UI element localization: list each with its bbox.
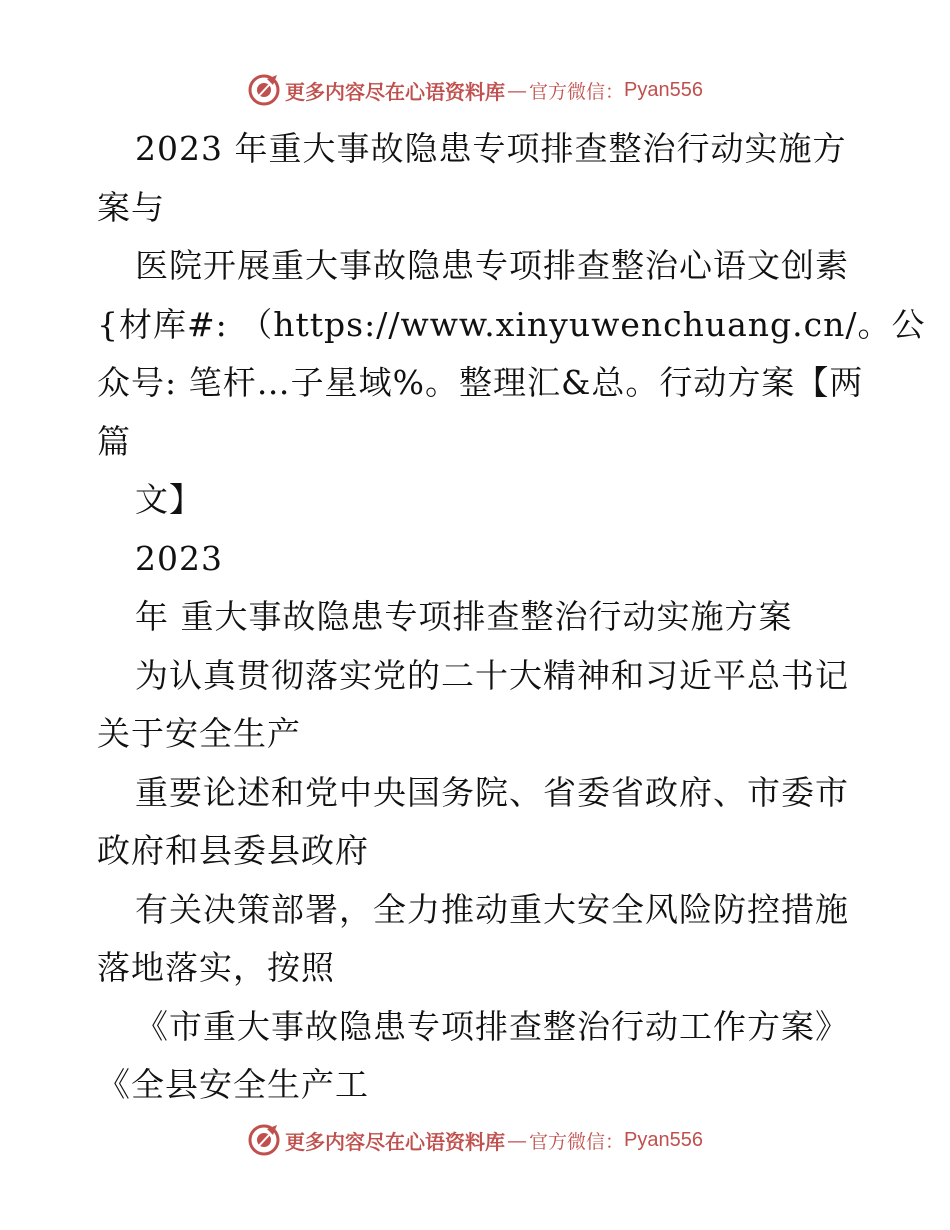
doc-line: 篇 (97, 421, 131, 461)
brand-logo-icon (247, 73, 281, 107)
header-banner-separator: — (507, 78, 527, 102)
header-banner (0, 70, 950, 110)
brand-logo-icon (247, 1123, 281, 1157)
doc-line: 有关决策部署，全力推动重大安全风险防控措施 (135, 889, 849, 929)
doc-line: 《全县安全生产工 (97, 1065, 369, 1104)
doc-line: 落地落实，按照 (97, 948, 335, 987)
doc-line: 案与 (97, 187, 165, 227)
doc-line: 关于安全生产 (97, 714, 301, 753)
doc-line: 年 重大事故隐患专项排查整治行动实施方案 (135, 597, 793, 636)
footer-banner-text: 更多内容尽在心语资料库 (285, 1129, 505, 1154)
doc-line: 2023 年重大事故隐患专项排查整治行动实施方 (135, 129, 847, 168)
header-contact-label: 官方微信： (529, 80, 625, 103)
document-body (97, 120, 926, 1115)
doc-line: 文】 (135, 480, 203, 519)
doc-line: 2023 (135, 538, 223, 578)
doc-line: 医院开展重大事故隐患专项排查整治心语文创素 (135, 246, 849, 285)
header-contact-id: Pyan556 (624, 78, 703, 101)
footer-banner (0, 1120, 950, 1160)
doc-line: 政府和县委县政府 (97, 831, 369, 870)
doc-line: 重要论述和党中央国务院、省委省政府、市委市 (135, 772, 849, 812)
doc-line: 为认真贯彻落实党的二十大精神和习近平总书记 (135, 655, 849, 695)
doc-line: 众号: 笔杆…子星域%。整理汇&总。行动方案【两 (97, 363, 864, 402)
footer-banner-separator: — (507, 1128, 527, 1152)
doc-line: 《市重大事故隐患专项排查整治行动工作方案》 (135, 1006, 849, 1046)
footer-contact-label: 官方微信： (529, 1130, 625, 1153)
doc-line: {材库#: （https://www.xinyuwenchuang.cn/。公 (97, 304, 926, 344)
footer-contact-id: Pyan556 (624, 1128, 703, 1151)
header-banner-text: 更多内容尽在心语资料库 (285, 79, 505, 104)
